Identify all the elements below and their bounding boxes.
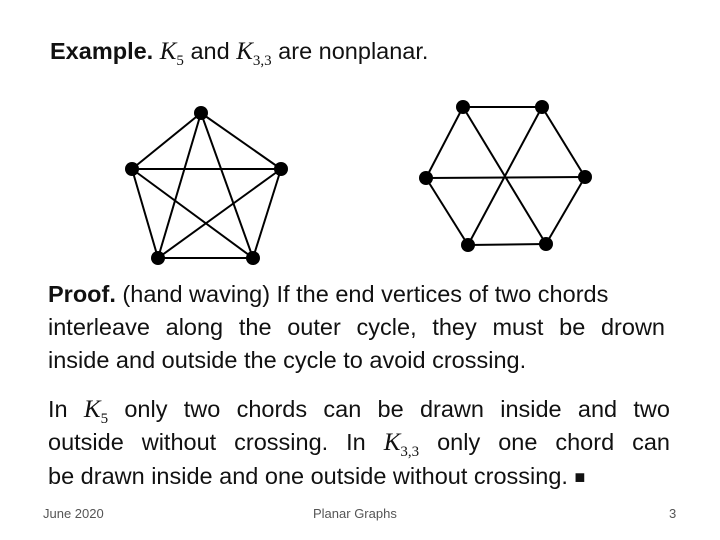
word: the [238,314,272,340]
word: they [432,314,477,340]
qed-square-icon: ■ [574,467,586,487]
para2-line-1 [48,394,670,428]
para2-text-3: be drawn inside and one outside without crossing. [48,463,568,489]
k33-graph [426,107,585,245]
word: cycle, [356,314,417,340]
word: two [183,396,221,422]
k5-graph [132,113,281,258]
word: can [323,396,362,422]
k33-symbol: $K_{3,3}$ [383,429,420,460]
k5-symbol: $K_5$ [83,396,109,427]
k33-symbol: $K_{3,3}$ [236,38,272,69]
title-and: and [190,38,230,64]
word: chord [555,429,615,455]
word: only [124,396,168,422]
word: be [559,314,586,340]
word: outer [287,314,341,340]
word: interleave [48,314,150,340]
word: and [577,396,618,422]
word: without [141,429,217,455]
word: In [48,396,68,422]
k5-symbol: $K_5$ [159,38,184,69]
word: drawn [419,396,484,422]
word: can [632,429,670,455]
word: only [437,429,481,455]
proof-line-1 [48,279,608,309]
footer-date: June 2020 [43,506,104,521]
word: chords [236,396,308,422]
word: outside [48,429,124,455]
word: be [377,396,404,422]
proof-line-2 [48,312,665,342]
word: drown [600,314,665,340]
word: inside [500,396,562,422]
proof-text-1: (hand waving) If the end vertices of two chords [122,281,609,307]
example-label: Example. [50,38,154,64]
proof-text-3: inside and outside the cycle to avoid crossing. [48,347,527,373]
title-rest: are nonplanar. [278,38,429,64]
word: one [498,429,538,455]
footer-title: Planar Graphs [313,506,397,521]
word: crossing. [234,429,329,455]
word: must [492,314,544,340]
para2-line-2 [48,427,670,461]
page-number: 3 [669,506,677,521]
word: two [633,396,670,422]
proof-line-3 [48,345,526,375]
para2-line-3 [48,461,585,493]
word: along [165,314,224,340]
proof-label: Proof. [48,281,116,307]
word: In [346,429,366,455]
